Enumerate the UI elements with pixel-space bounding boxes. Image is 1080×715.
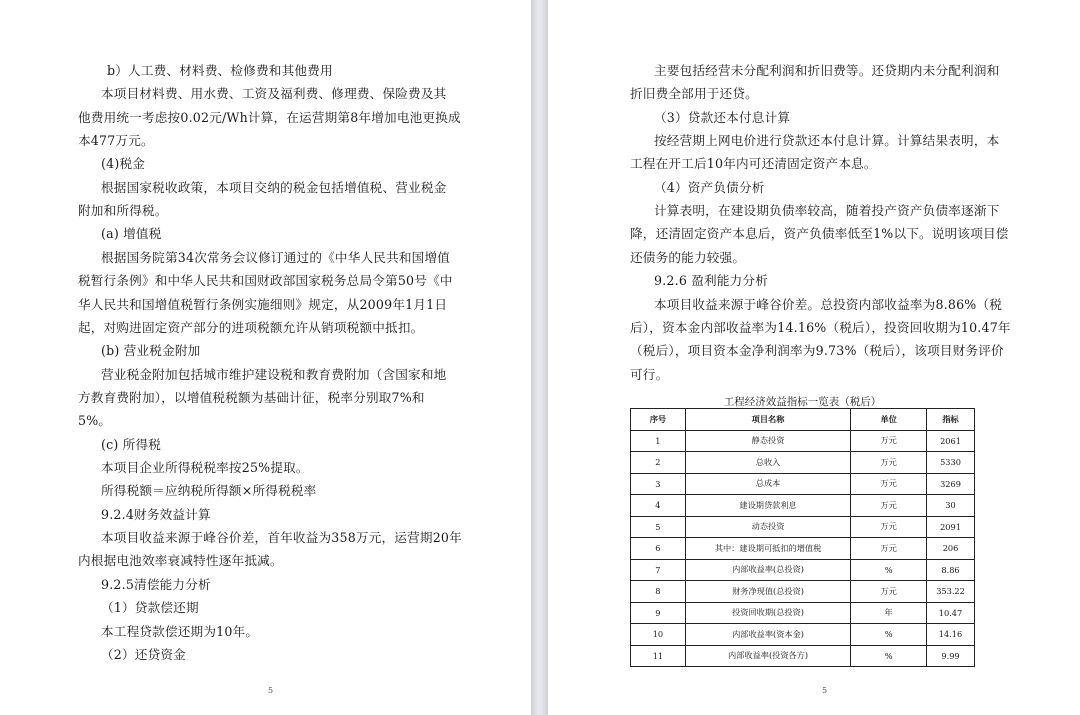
- row-unit: 万元: [851, 473, 927, 495]
- left-text-line: 所得税额＝应纳税所得额×所得税税率: [101, 483, 317, 498]
- row-seq: 8: [631, 581, 686, 603]
- row-item-name: 其中：建设期可抵扣的增值税: [685, 538, 850, 560]
- row-indicator: 353.22: [927, 581, 975, 603]
- table-header-row: [631, 409, 975, 431]
- row-unit: %: [851, 645, 927, 667]
- right-text-line: 可行。: [630, 367, 669, 382]
- row-indicator: 14.16: [927, 624, 975, 646]
- right-text-line: 主要包括经营未分配利润和折旧费等。还贷期内未分配利润和: [654, 63, 1000, 78]
- left-page-number: 5: [268, 686, 274, 695]
- left-text-line: 本477万元。: [78, 133, 154, 148]
- left-text-line: 起，对购进固定资产部分的进项税额允许从销项税额中抵扣。: [78, 320, 424, 335]
- header-unit: 单位: [851, 409, 927, 431]
- left-text-line: 营业税金附加包括城市维护建设税和教育费附加（含国家和地: [101, 367, 447, 382]
- row-unit: 万元: [851, 495, 927, 517]
- left-text-line: (4)税金: [101, 156, 146, 171]
- row-indicator: 5330: [927, 452, 975, 474]
- header-item-name: 项目名称: [685, 409, 850, 431]
- left-text-line: 本项目企业所得税税率按25%提取。: [101, 460, 309, 475]
- row-indicator: 8.86: [927, 559, 975, 581]
- right-text-line: 计算表明，在建设期负债率较高，随着投产资产负债率逐渐下: [654, 203, 1000, 218]
- left-text-line: 内根据电池效率衰减特性逐年抵减。: [78, 553, 283, 568]
- header-seq: 序号: [631, 409, 686, 431]
- row-item-name: 内部收益率(总投资): [685, 559, 850, 581]
- left-text-line: 根据国务院第34次常务会议修订通过的《中华人民共和国增值: [101, 250, 451, 265]
- right-text-line: （3）贷款还本付息计算: [654, 110, 791, 125]
- right-text-line: 折旧费全部用于还贷。: [630, 86, 758, 101]
- row-indicator: 30: [927, 495, 975, 517]
- table-row: [631, 581, 975, 603]
- row-seq: 11: [631, 645, 686, 667]
- table-row: [631, 430, 975, 452]
- row-unit: %: [851, 559, 927, 581]
- left-text-line: 税暂行条例》和中华人民共和国财政部国家税务总局令第50号《中: [78, 273, 453, 288]
- row-seq: 1: [631, 430, 686, 452]
- row-indicator: 9.99: [927, 645, 975, 667]
- right-text-line: 按经营期上网电价进行贷款还本付息计算。计算结果表明，本: [654, 133, 1000, 148]
- row-seq: 5: [631, 516, 686, 538]
- table-row: [631, 452, 975, 474]
- row-item-name: 内部收益率(资本金): [685, 624, 850, 646]
- row-unit: %: [851, 624, 927, 646]
- table-row: [631, 645, 975, 667]
- row-item-name: 建设期贷款利息: [685, 495, 850, 517]
- left-text-line: 本项目收益来源于峰谷价差，首年收益为358万元，运营期20年: [101, 530, 462, 545]
- row-seq: 7: [631, 559, 686, 581]
- row-unit: 万元: [851, 516, 927, 538]
- row-item-name: 动态投资: [685, 516, 850, 538]
- right-text-line: 降，还清固定资产本息后，资产负债率低至1%以下。说明该项目偿: [630, 226, 1009, 241]
- left-page: [0, 0, 531, 715]
- left-text-line: 他费用统一考虑按0.02元/Wh计算，在运营期第8年增加电池更换成: [78, 110, 461, 125]
- left-text-line: 9.2.5清偿能力分析: [101, 577, 211, 592]
- table-row: [631, 495, 975, 517]
- row-unit: 万元: [851, 581, 927, 603]
- left-text-line: 方教育费附加），以增值税税额为基础计征，税率分别取7%和: [78, 390, 425, 405]
- page-gutter: [531, 0, 548, 715]
- row-unit: 年: [851, 602, 927, 624]
- right-text-line: 本项目收益来源于峰谷价差。总投资内部收益率为8.86%（税: [654, 297, 1003, 312]
- table-row: [631, 559, 975, 581]
- row-seq: 9: [631, 602, 686, 624]
- left-text-line: （2）还贷资金: [101, 647, 186, 662]
- right-text-line: 工程在开工后10年内可还清固定资产本息。: [630, 156, 877, 171]
- row-seq: 3: [631, 473, 686, 495]
- row-seq: 2: [631, 452, 686, 474]
- row-item-name: 财务净现值(总投资): [685, 581, 850, 603]
- left-text-line: (c) 所得税: [101, 437, 162, 452]
- left-text-line: (b) 营业税金附加: [101, 343, 201, 358]
- right-text-line: （4）资产负债分析: [654, 180, 765, 195]
- left-text-line: 附加和所得税。: [78, 203, 168, 218]
- table-row: [631, 624, 975, 646]
- right-page-number: 5: [822, 686, 828, 695]
- table-row: [631, 538, 975, 560]
- row-indicator: 3269: [927, 473, 975, 495]
- left-text-line: (a) 增值税: [101, 226, 162, 241]
- row-seq: 6: [631, 538, 686, 560]
- row-item-name: 投资回收期(总投资): [685, 602, 850, 624]
- economic-indicators-table: [630, 408, 975, 667]
- left-text-line: b）人工费、材料费、检修费和其他费用: [107, 63, 333, 78]
- row-indicator: 2091: [927, 516, 975, 538]
- row-item-name: 总收入: [685, 452, 850, 474]
- header-indicator: 指标: [927, 409, 975, 431]
- row-seq: 10: [631, 624, 686, 646]
- table-row: [631, 516, 975, 538]
- row-unit: 万元: [851, 452, 927, 474]
- row-indicator: 206: [927, 538, 975, 560]
- left-text-line: 华人民共和国增值税暂行条例实施细则》规定，从2009年1月1日: [78, 297, 448, 312]
- row-seq: 4: [631, 495, 686, 517]
- left-text-line: 本项目材料费、用水费、工资及福利费、修理费、保险费及其: [101, 86, 447, 101]
- row-unit: 万元: [851, 538, 927, 560]
- right-text-line: 还债务的能力较强。: [630, 250, 746, 265]
- left-text-line: 本工程贷款偿还期为10年。: [101, 624, 259, 639]
- right-text-line: 9.2.6 盈利能力分析: [654, 273, 769, 288]
- row-item-name: 总成本: [685, 473, 850, 495]
- row-indicator: 2061: [927, 430, 975, 452]
- right-text-line: （税后），项目资本金净利润率为9.73%（税后），该项目财务评价: [630, 343, 1004, 358]
- left-text-line: （1）贷款偿还期: [101, 600, 199, 615]
- row-unit: 万元: [851, 430, 927, 452]
- left-text-line: 9.2.4财务效益计算: [101, 507, 211, 522]
- row-indicator: 10.47: [927, 602, 975, 624]
- right-text-line: 后），资本金内部收益率为14.16%（税后），投资回收期为10.47年: [630, 320, 1011, 335]
- left-text-line: 根据国家税收政策，本项目交纳的税金包括增值税、营业税金: [101, 180, 447, 195]
- table-row: [631, 473, 975, 495]
- row-item-name: 静态投资: [685, 430, 850, 452]
- table-row: [631, 602, 975, 624]
- row-item-name: 内部收益率(投资各方): [685, 645, 850, 667]
- left-text-line: 5%。: [78, 413, 112, 428]
- table-caption: 工程经济效益指标一览表（税后）: [723, 396, 882, 408]
